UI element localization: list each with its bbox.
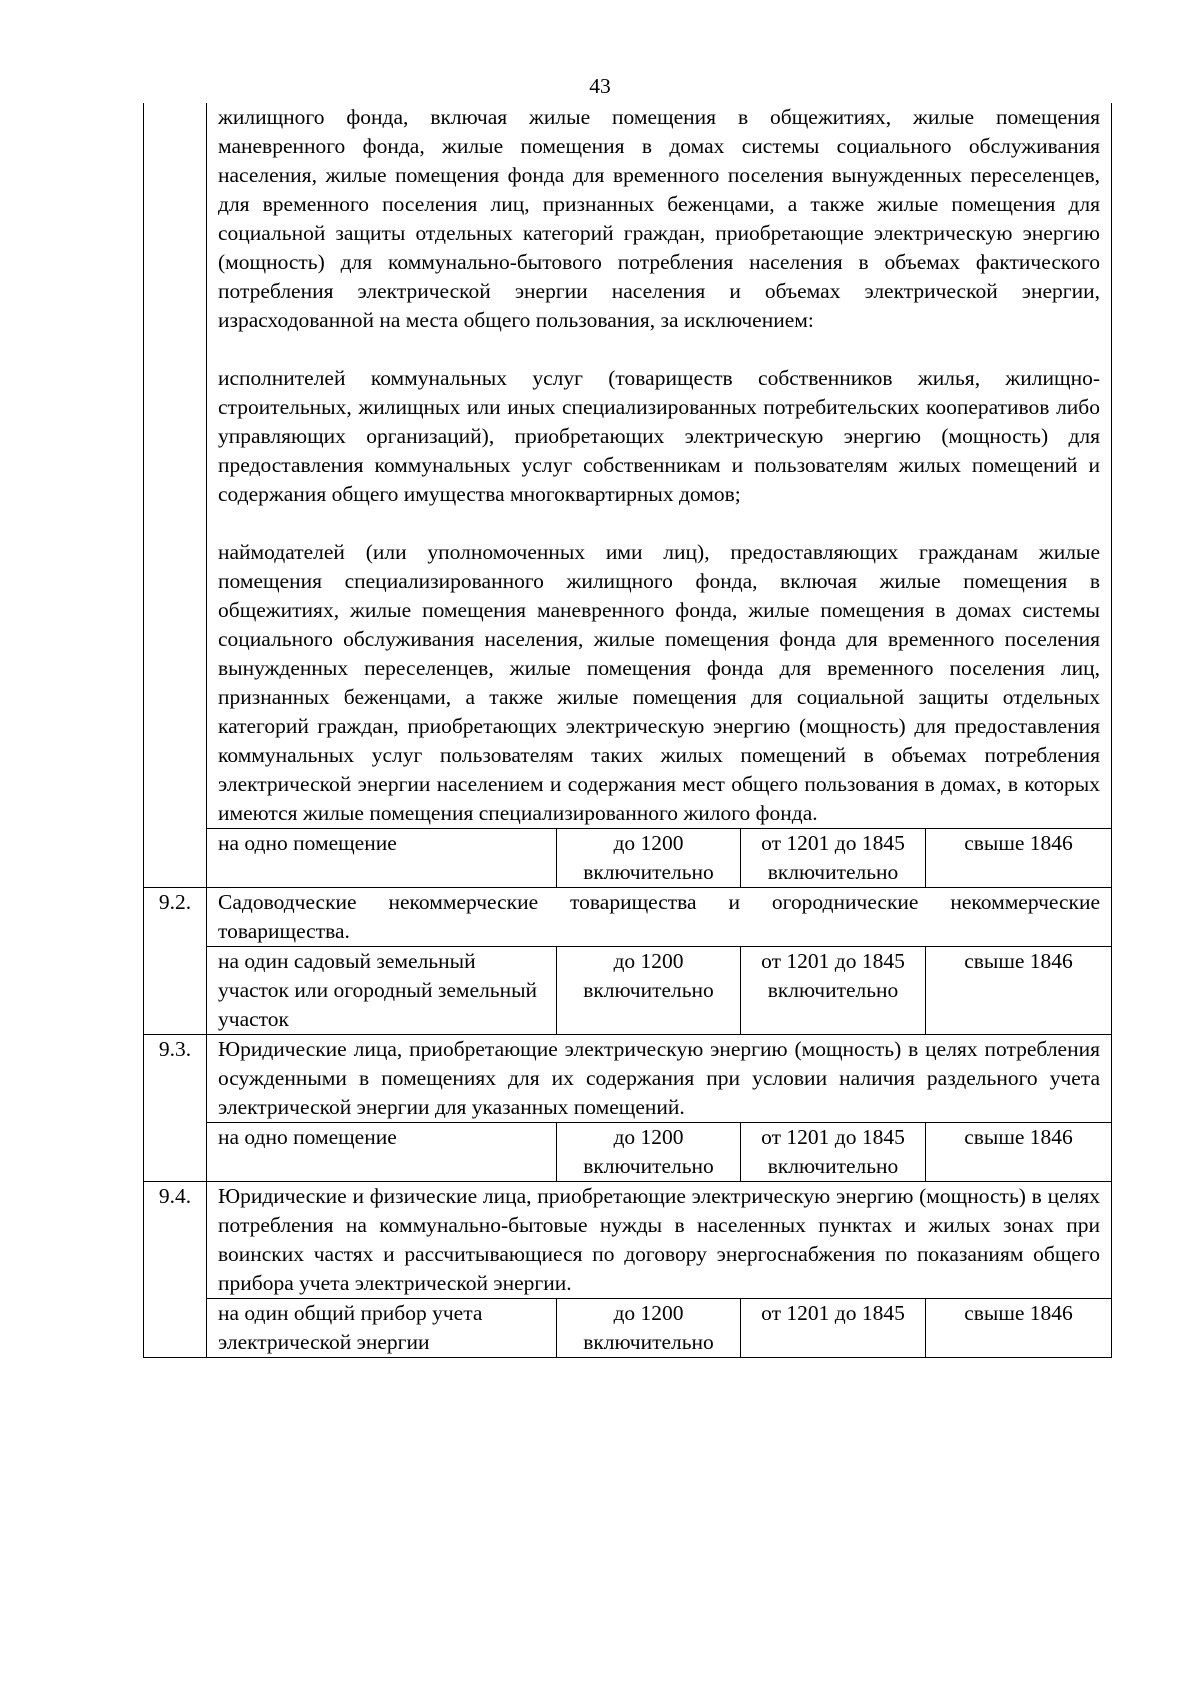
range-2-cell: от 1201 до 1845 включительно — [741, 1123, 926, 1182]
section-description-cell: Юридические и физические лица, приобретающие электрическую энергию (мощность) в целях потребления на коммунально-бытовые нужды в населенных пунктах и жилых зонах при воинских частях и рассчитывающиеся по договору энергоснабжения по показаниям общего прибора учета электрической энергии. — [207, 1182, 1112, 1299]
section-description-row — [144, 1182, 1112, 1299]
range-1-cell: до 1200 включительно — [557, 947, 741, 1035]
section-description-cell: Садоводческие некоммерческие товарищества и огороднические некоммерческие товарищества. — [207, 888, 1112, 947]
section-number-cell: 9.3. — [144, 1035, 207, 1182]
range-2-cell: от 1201 до 1845 включительно — [741, 829, 926, 888]
unit-cell: на одно помещение — [207, 829, 557, 888]
section-number-cell: 9.4. — [144, 1182, 207, 1358]
section-range-row — [144, 1123, 1112, 1182]
continuation-text-cell — [207, 103, 1112, 829]
section-range-row — [144, 947, 1112, 1035]
range-1-cell: до 1200 включительно — [557, 1123, 741, 1182]
range-2-cell: от 1201 до 1845 — [741, 1299, 926, 1358]
range-3-cell: свыше 1846 — [926, 1123, 1112, 1182]
range-2-cell: от 1201 до 1845 включительно — [741, 947, 926, 1035]
page-number: 43 — [589, 74, 611, 98]
continuation-paragraph: жилищного фонда, включая жилые помещения в общежитиях, жилые помещения маневренного фонда, жилые помещения в домах системы социального обслуживания населения, жилые помещения фонда для временного поселения вынужденных переселенцев, для временного поселения лиц, признанных беженцами, а также жилые помещения для социальной защиты отдельных категорий граждан, приобретающие электрическую энергию (мощность) для коммунально-бытового потребления населения в объемах фактического потребления электрической энергии населения и объемах электрической энергии, израсходованной на места общего пользования, за исключением: — [218, 105, 1100, 332]
section-number-cell — [144, 103, 207, 888]
range-3-cell: свыше 1846 — [926, 829, 1112, 888]
range-1-cell: до 1200 включительно — [557, 1299, 741, 1358]
section-description-row — [144, 888, 1112, 947]
continuation-range-row — [144, 829, 1112, 888]
section-description-row — [144, 1035, 1112, 1123]
range-1-cell: до 1200 включительно — [557, 829, 741, 888]
section-description-cell: Юридические лица, приобретающие электрическую энергию (мощность) в целях потребления осужденными в помещениях для их содержания при условии наличия раздельного учета электрической энергии для указанных помещений. — [207, 1035, 1112, 1123]
unit-cell: на один общий прибор учета электрической энергии — [207, 1299, 557, 1358]
section-number-cell: 9.2. — [144, 888, 207, 1035]
continuation-paragraph: наймодателей (или уполномоченных ими лиц), предоставляющих гражданам жилые помещения специализированного жилищного фонда, включая жилые помещения в общежитиях, жилые помещения маневренного фонда, жилые помещения в домах системы социального обслуживания населения, жилые помещения фонда для временного поселения вынужденных переселенцев, жилые помещения фонда для временного поселения лиц, признанных беженцами, а также жилые помещения для социальной защиты отдельных категорий граждан, приобретающих электрическую энергию (мощность) для предоставления коммунальных услуг пользователям таких жилых помещений в объемах потребления электрической энергии населением и содержания мест общего пользования в домах, в которых имеются жилые помещения специализированного жилого фонда. — [218, 540, 1100, 825]
section-range-row — [144, 1299, 1112, 1358]
unit-cell: на один садовый земельный участок или огородный земельный участок — [207, 947, 557, 1035]
continuation-description-row — [144, 103, 1112, 829]
continuation-paragraph: исполнителей коммунальных услуг (товариществ собственников жилья, жилищно-строительных, жилищных или иных специализированных потребительских кооперативов либо управляющих организаций), приобретающих электрическую энергию (мощность) для предоставления коммунальных услуг собственникам и пользователям жилых помещений и содержания общего имущества многоквартирных домов; — [218, 366, 1100, 506]
range-3-cell: свыше 1846 — [926, 1299, 1112, 1358]
unit-cell: на одно помещение — [207, 1123, 557, 1182]
tariff-table — [143, 103, 1112, 1358]
range-3-cell: свыше 1846 — [926, 947, 1112, 1035]
